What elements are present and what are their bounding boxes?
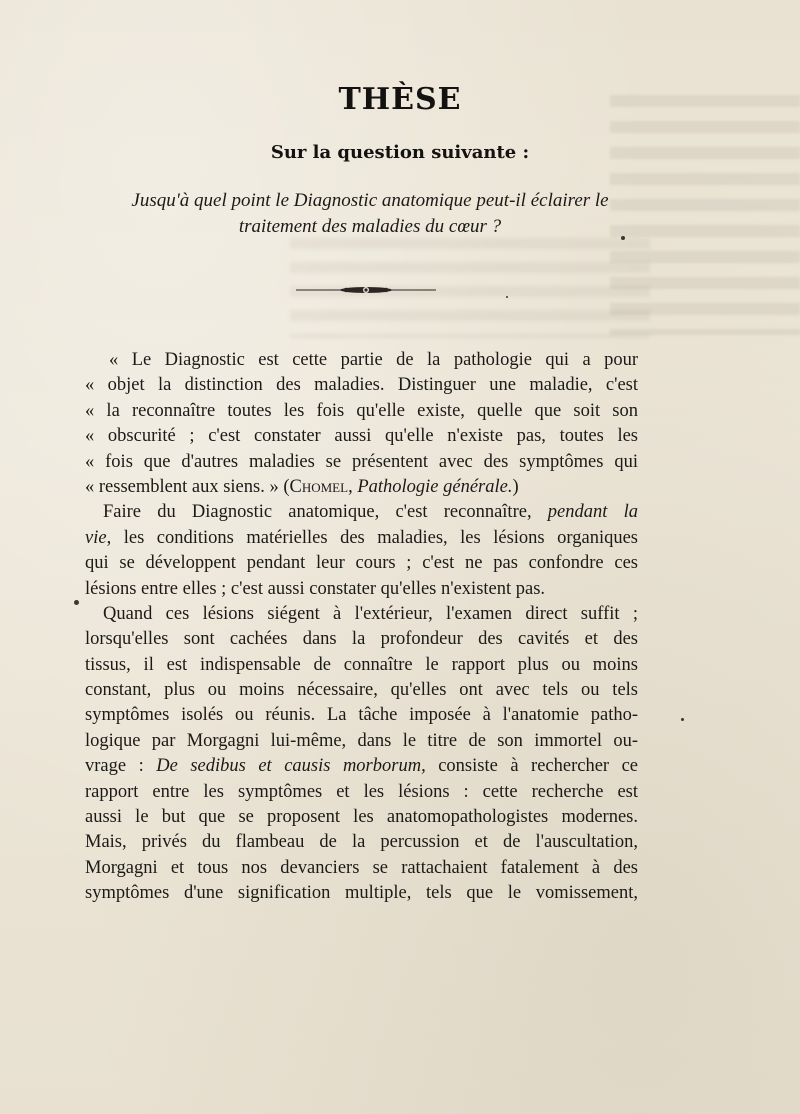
text-line: [85, 703, 638, 728]
line-text: ,: [348, 476, 358, 497]
line-text: « la reconnaître toutes les fois qu'elle existe, quelle que soit son: [85, 400, 638, 421]
line-text: Mais, privés du flambeau de la percussion et de l'auscultation,: [85, 832, 638, 853]
text-line: [85, 729, 638, 754]
text-line: [85, 399, 638, 424]
text-line: [85, 348, 638, 373]
line-text: « obscurité ; c'est constater aussi qu'elle n'existe pas, toutes les: [85, 426, 638, 447]
line-text: constant, plus ou moins nécessaire, qu'elles ont avec tels ou tels: [85, 680, 638, 701]
italic-text: De sedibus et causis morborum,: [156, 756, 426, 777]
question-line: Jusqu'à quel point le Diagnostic anatomique peut-il éclairer le: [131, 190, 609, 211]
page-subtitle: Sur la question suivante :: [270, 142, 530, 163]
line-text: ): [512, 476, 519, 497]
text-line: [85, 780, 638, 805]
line-text: « objet la distinction des maladies. Distinguer une maladie, c'est: [85, 375, 638, 396]
line-text: qui se développent pendant leur cours ; c'est ne pas confondre ces: [85, 553, 638, 574]
line-text: vrage :: [85, 756, 157, 777]
text-line: [85, 627, 638, 652]
text-line: [85, 830, 638, 855]
text-line: [85, 805, 638, 830]
ink-speck: [74, 600, 79, 605]
text-line: [85, 373, 638, 398]
author-name: Chomel: [289, 476, 349, 497]
line-text: lésions entre elles ; c'est aussi constater qu'elles n'existent pas.: [85, 578, 546, 599]
italic-text: pendant la: [547, 502, 638, 523]
text-line: [85, 551, 638, 576]
line-text: logique par Morgagni lui-même, dans le titre de son immortel ou-: [85, 730, 638, 751]
question-line: traitement des maladies du cœur ?: [238, 216, 502, 237]
text-line: [85, 475, 638, 500]
line-text: Quand ces lésions siégent à l'extérieur, l'examen direct suffit ;: [103, 603, 638, 624]
ornamental-rule: [296, 284, 436, 296]
line-text: Faire du Diagnostic anatomique, c'est reconnaître,: [103, 502, 548, 523]
ink-speck: [621, 236, 625, 240]
text-line: [85, 424, 638, 449]
line-text: Morgagni et tous nos devanciers se rattachaient fatalement à des: [85, 857, 638, 878]
line-text: « ressemblent aux siens. » (: [85, 476, 290, 497]
line-text: tissus, il est indispensable de connaître le rapport plus ou moins: [85, 654, 638, 675]
italic-text: Pathologie générale.: [357, 476, 513, 497]
line-text: , les conditions matérielles des maladies, les lésions organiques: [106, 527, 638, 548]
text-line: [85, 602, 638, 627]
line-text: consiste à rechercher ce: [425, 756, 639, 777]
line-text: « fois que d'autres maladies se présentent avec des symptômes qui: [85, 451, 638, 472]
line-text: rapport entre les symptômes et les lésions : cette recherche est: [85, 781, 638, 802]
line-text: aussi le but que se proposent les anatomopathologistes modernes.: [85, 807, 638, 828]
text-line: [85, 577, 638, 602]
text-line: [85, 678, 638, 703]
text-line: [85, 653, 638, 678]
line-text: « Le Diagnostic est cette partie de la pathologie qui a pour: [109, 350, 638, 370]
line-text: symptômes d'une signification multiple, tels que le vomissement,: [85, 883, 638, 904]
text-line: [85, 754, 638, 779]
thesis-question: [80, 188, 660, 240]
italic-text: vie: [85, 527, 107, 548]
body-paragraphs: [85, 348, 638, 907]
line-text: symptômes isolés ou réunis. La tâche imposée à l'anatomie patho-: [85, 705, 638, 726]
ink-speck: [681, 718, 684, 721]
text-line: [85, 856, 638, 881]
text-line: [85, 526, 638, 551]
page-title: THÈSE: [338, 82, 462, 117]
ink-speck: [506, 296, 508, 298]
line-text: lorsqu'elles sont cachées dans la profondeur des cavités et des: [85, 629, 638, 650]
text-line: [85, 881, 638, 906]
text-line: [85, 450, 638, 475]
text-line: [85, 500, 638, 525]
